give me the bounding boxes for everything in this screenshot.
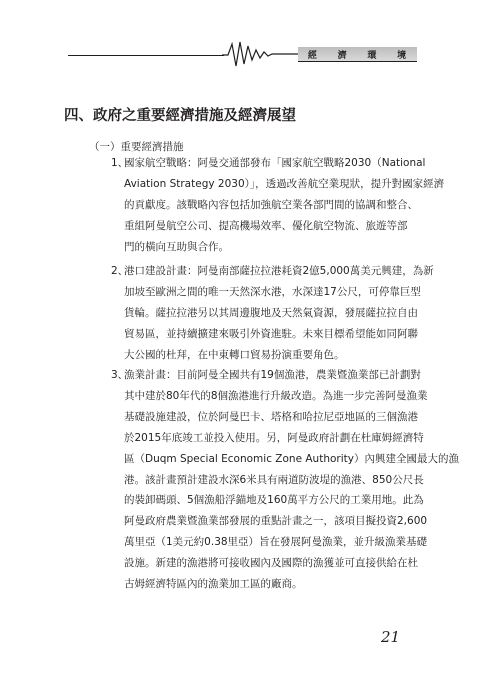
subsection-heading: （一）重要經濟措施 [89,141,184,153]
list-item-line: 門的橫向互助與合作。 [124,240,229,253]
header-title-char: 濟 [337,50,348,61]
list-item-line: 加坡至歐洲之間的唯一天然深水港，水深達17公尺，可停靠巨型 [124,285,421,298]
list-item-line: 古姆經濟特區內的漁業加工區的廠商。 [124,578,303,590]
list-item-line: 設施。新建的漁港將可接收國內及國際的漁獲並可直接供給在杜 [124,557,418,570]
heartbeat-wave-icon [222,38,300,68]
list-item-line: 萬里亞（1美元約0.38里亞）旨在發展阿曼漁業，並升級漁業基礎 [124,536,428,549]
list-item-line: 基礎設施建設，位於阿曼巴卡、塔格和哈拉尼亞地區的三個漁港 [124,410,418,423]
header-title-char: 環 [367,50,378,61]
list-item-line: 港。該計畫預計建設水深6米具有兩道防波堤的漁港、850公尺長 [124,473,424,486]
list-item-line: 的裝卸碼頭、5個漁船浮錨地及160萬平方公尺的工業用地。此為 [124,494,424,507]
list-item-line: 其中建於80年代的8個漁港進行升級改造。為進一步完善阿曼漁業 [124,389,428,402]
header-title-char: 經 [307,50,318,61]
header-rule [68,55,224,56]
page-number: 21 [381,628,401,646]
list-item-line: 港口建設計畫：阿曼南部薩拉拉港耗資2億5,000萬美元興建，為新 [124,265,434,277]
list-item-line: 貨輪。薩拉拉港另以其周邊腹地及天然氣資源，發展薩拉拉自由 [124,306,418,319]
list-item-line: 於2015年底竣工並投入使用。另，阿曼政府計劃在杜庫姆經濟特 [124,431,424,444]
list-item-number: 3、 [111,369,129,381]
header-title-char: 境 [397,50,408,61]
list-item-line: 國家航空戰略：阿曼交通部發布「國家航空戰略2030（National [124,157,426,169]
header-title-bar [298,47,417,62]
list-item-line: 的貢獻度。該戰略內容包括加強航空業各部門間的協調和整合、 [124,198,418,211]
list-item-line: Aviation Strategy 2030）」，透過改善航空業現狀，提升對國家經濟 [124,177,445,190]
list-item-line: 貿易區，並持續擴建來吸引外資進駐。未來目標希望能如同阿聯 [124,327,418,340]
list-item-number: 2、 [111,265,129,277]
list-item-line: 阿曼政府農業暨漁業部發展的重點計畫之一，該項目擬投資2,600 [124,515,428,528]
list-item-line: 漁業計畫：目前阿曼全國共有19個漁港，農業暨漁業部已計劃對 [124,369,421,381]
list-item-line: 區（Duqm Special Economic Zone Authority）內興建全國最大的漁 [124,452,459,465]
list-item-line: 重組阿曼航空公司、提高機場效率、優化航空物流、旅遊等部 [124,219,408,232]
list-item-line: 大公國的杜拜，在中東轉口貿易扮演重要角色。 [124,348,345,361]
section-title: 四、政府之重要經濟措施及經濟展望 [64,107,296,124]
list-item-number: 1、 [111,157,129,169]
